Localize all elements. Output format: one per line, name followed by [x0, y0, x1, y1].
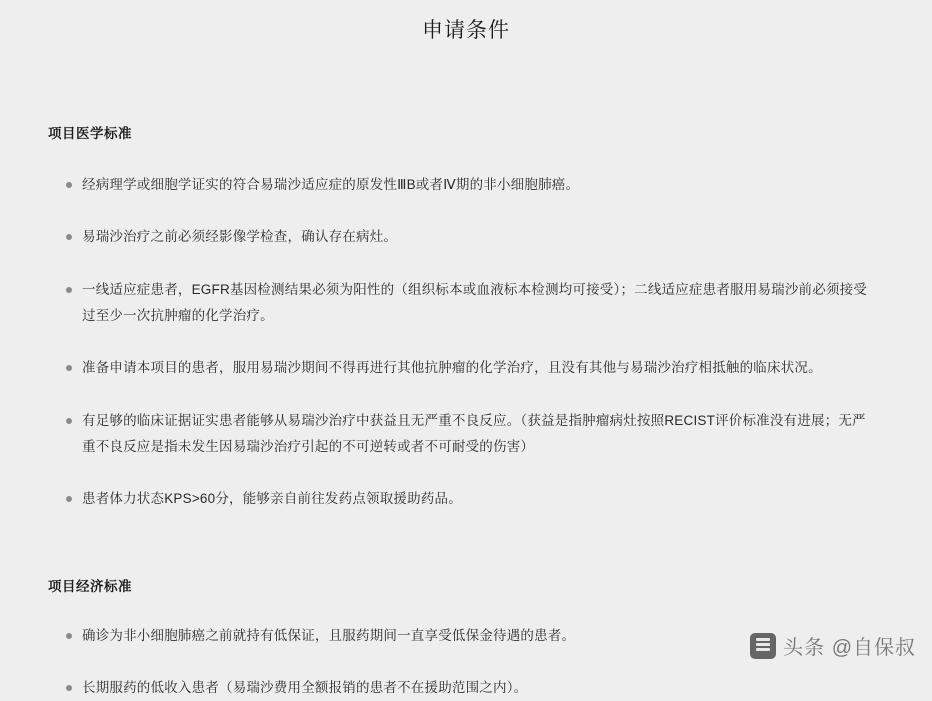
- list-item: [48, 408, 878, 461]
- list-item-text: 患者体力状态KPS>60分，能够亲自前往发药点领取援助药品。: [82, 491, 462, 506]
- section-economic-criteria: [48, 513, 878, 701]
- list-item: [48, 277, 878, 330]
- bullet-icon: [66, 418, 72, 424]
- list-item-text: 一线适应症患者，EGFR基因检测结果必须为阳性的（组织标本或血液标本检测均可接受）；二线适应症患者服用易瑞沙前必须接受过至少一次抗肿瘤的化学治疗。: [82, 282, 867, 323]
- bullet-icon: [66, 496, 72, 502]
- page-title: 申请条件: [0, 0, 932, 44]
- section-heading: 项目医学标准: [48, 44, 878, 142]
- toutiao-logo-icon: [750, 633, 776, 659]
- list-item-text: 准备申请本项目的患者，服用易瑞沙期间不得再进行其他抗肿瘤的化学治疗，且没有其他与易瑞沙治疗相抵触的临床状况。: [82, 360, 822, 375]
- section-heading: 项目经济标准: [48, 513, 878, 595]
- watermark: [750, 631, 916, 660]
- watermark-text: 头条 @自保叔: [783, 631, 916, 660]
- list-item-text: 易瑞沙治疗之前必须经影像学检查，确认存在病灶。: [82, 229, 397, 244]
- list-item-text: 有足够的临床证据证实患者能够从易瑞沙治疗中获益且无严重不良反应。（获益是指肿瘤病灶按照RECIST评价标准没有进展；无严重不良反应是指未发生因易瑞沙治疗引起的不可逆转或者不可耐受的伤害）: [82, 413, 866, 454]
- list-item: [48, 355, 878, 381]
- list-item-text: 确诊为非小细胞肺癌之前就持有低保证，且服药期间一直享受低保金待遇的患者。: [82, 628, 575, 643]
- bullet-icon: [66, 182, 72, 188]
- list-item: [48, 486, 878, 512]
- criteria-list-medical: [48, 172, 878, 513]
- document-content: [0, 44, 932, 701]
- list-item: [48, 172, 878, 198]
- list-item-text: 长期服药的低收入患者（易瑞沙费用全额报销的患者不在援助范围之内）。: [82, 680, 527, 695]
- list-item-text: 经病理学或细胞学证实的符合易瑞沙适应症的原发性ⅢB或者Ⅳ期的非小细胞肺癌。: [82, 177, 579, 192]
- bullet-icon: [66, 685, 72, 691]
- bullet-icon: [66, 234, 72, 240]
- list-item: [48, 675, 878, 701]
- bullet-icon: [66, 287, 72, 293]
- section-medical-criteria: [48, 44, 878, 513]
- bullet-icon: [66, 365, 72, 371]
- list-item: [48, 224, 878, 250]
- bullet-icon: [66, 633, 72, 639]
